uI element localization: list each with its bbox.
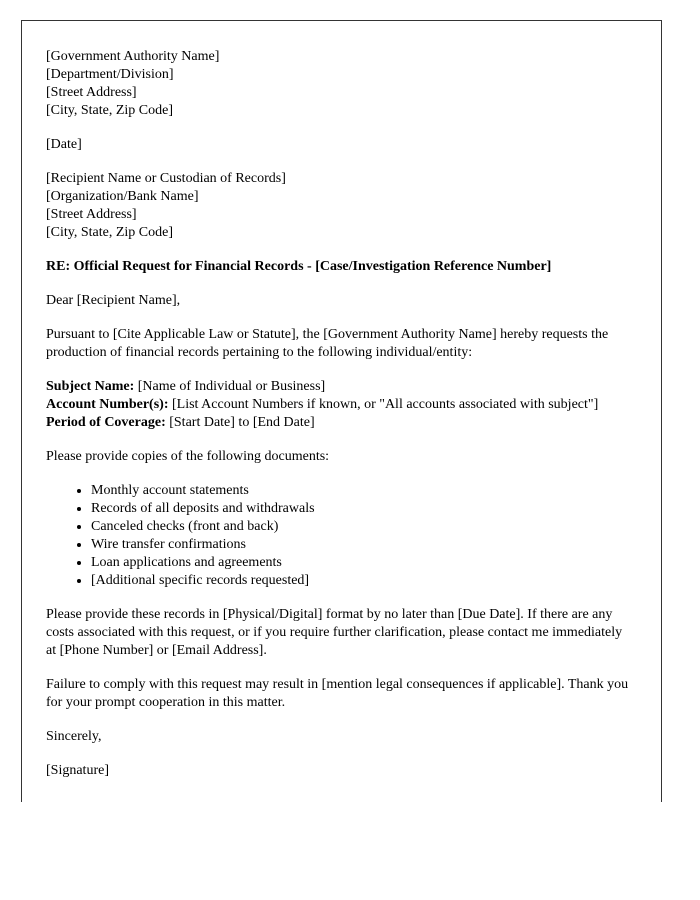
- sender-address-block: [46, 48, 633, 120]
- detail-period-of-coverage: [46, 414, 633, 432]
- list-item: • Loan applications and agreements: [91, 554, 633, 572]
- list-item: • Records of all deposits and withdrawals: [91, 500, 633, 518]
- signature-placeholder: [Signature]: [46, 763, 109, 778]
- list-item: • Canceled checks (front and back): [91, 518, 633, 536]
- detail-account-numbers-value: [List Account Numbers if known, or "All accounts associated with subject"]: [168, 397, 599, 412]
- salutation: Dear [Recipient Name],: [46, 293, 181, 308]
- documents-intro: Please provide copies of the following documents:: [46, 449, 330, 464]
- sender-street-address: [Street Address]: [46, 85, 137, 100]
- recipient-street-address: [Street Address]: [46, 207, 137, 222]
- detail-subject-name-label: Subject Name:: [46, 379, 135, 394]
- intro-paragraph: Pursuant to [Cite Applicable Law or Statute], the [Government Authority Name] hereby requests the production of financial records pertaining to the following individual/entity:: [46, 327, 609, 360]
- sender-city-state-zip: [City, State, Zip Code]: [46, 103, 174, 118]
- list-item: • [Additional specific records requested]: [91, 572, 633, 590]
- recipient-name: [Recipient Name or Custodian of Records]: [46, 171, 286, 186]
- date-line: [Date]: [46, 137, 82, 152]
- compliance-paragraph: Failure to comply with this request may result in [mention legal consequences if applicable]. Thank you for your prompt cooperation in this matter.: [46, 677, 629, 710]
- detail-subject-name: [46, 378, 633, 396]
- detail-subject-name-value: [Name of Individual or Business]: [134, 379, 326, 394]
- list-item: • Wire transfer confirmations: [91, 536, 633, 554]
- delivery-paragraph: Please provide these records in [Physical/Digital] format by no later than [Due Date]. If there are any costs associated with this request, or if you require further clarification, please contact me immediately at [Phone Number] or [Email Address].: [46, 607, 623, 658]
- detail-account-numbers: [46, 397, 598, 412]
- recipient-organization: [Organization/Bank Name]: [46, 189, 199, 204]
- subject-line: RE: Official Request for Financial Records - [Case/Investigation Reference Number]: [46, 259, 552, 274]
- sender-authority-name: [Government Authority Name]: [46, 49, 220, 64]
- list-item: • Monthly account statements: [91, 482, 633, 500]
- recipient-address-block: [46, 170, 633, 242]
- detail-account-numbers-label: Account Number(s):: [46, 397, 169, 412]
- sender-department: [Department/Division]: [46, 67, 174, 82]
- letter-page: [21, 20, 662, 802]
- document-list: [46, 482, 633, 590]
- detail-period-of-coverage-label: Period of Coverage:: [46, 415, 166, 430]
- recipient-city-state-zip: [City, State, Zip Code]: [46, 225, 174, 240]
- detail-period-of-coverage-value: [Start Date] to [End Date]: [165, 415, 315, 430]
- subject-details-block: [46, 378, 633, 432]
- closing: Sincerely,: [46, 729, 102, 744]
